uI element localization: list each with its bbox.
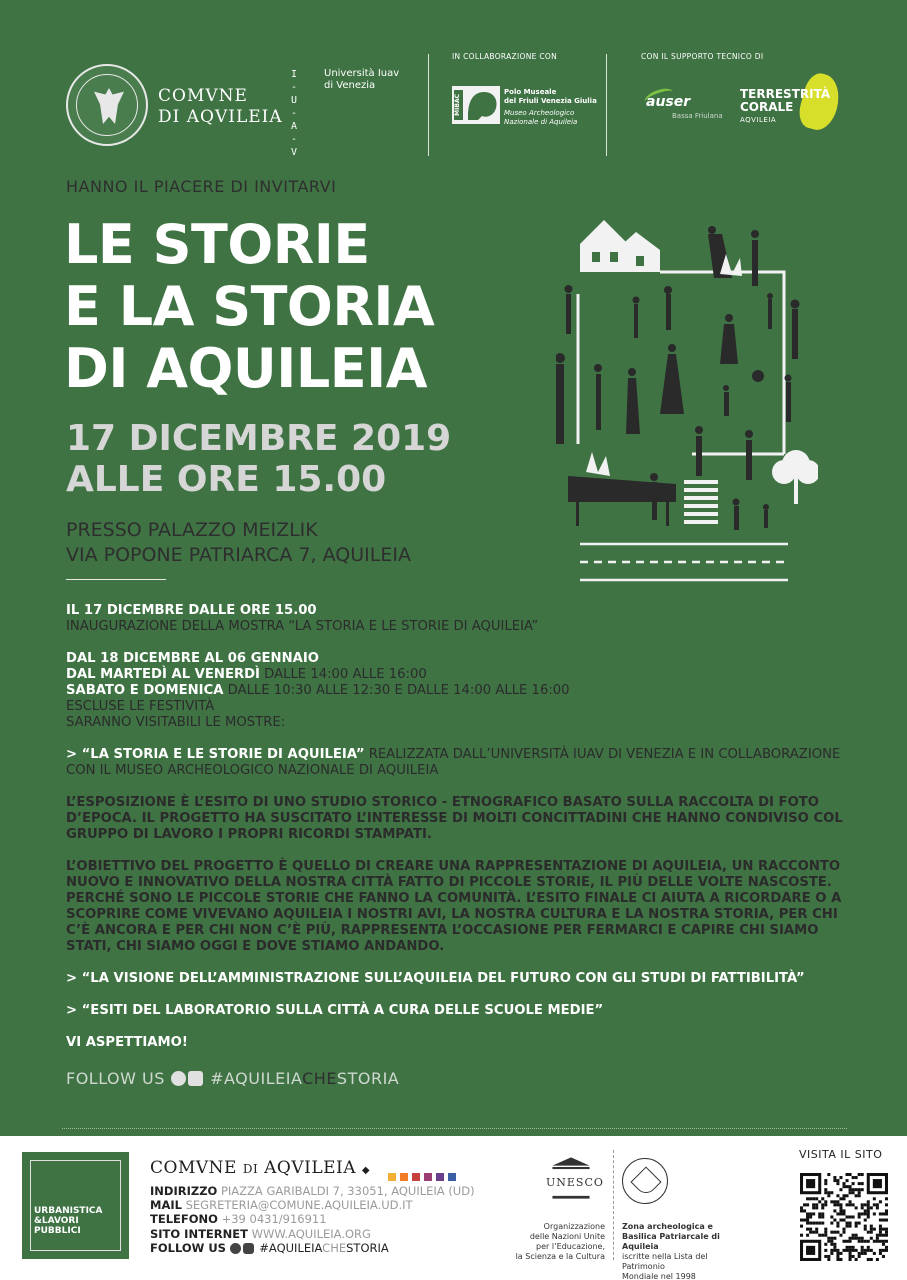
divider [428,54,429,156]
website-value[interactable]: WWW.AQUILEIA.ORG [247,1226,371,1241]
hashtag-part-c: STORIA [336,1069,400,1088]
color-swatch [412,1173,420,1181]
iuav-letter: I [290,69,298,80]
divider [66,579,166,580]
color-swatch [400,1173,408,1181]
whc-line1: Zona archeologica e [622,1222,713,1231]
inauguration-title: IL 17 DICEMBRE DALLE ORE 15.00 [66,603,317,618]
mibac-logo [452,86,500,124]
event-date [66,418,451,500]
iuav-letter: A [290,121,298,132]
mibac-text [504,88,644,126]
facebook-icon[interactable] [171,1071,186,1086]
contact-info [150,1184,475,1255]
urbanistica-text [34,1206,102,1236]
footer-hashtag-c: STORIA [346,1240,389,1255]
mail-label: MAIL [150,1198,182,1213]
invite-line: HANNO IL PIACERE DI INVITARVI [66,177,337,196]
date-line2: ALLE ORE 15.00 [66,459,387,500]
comune-part-a: COMVNE [150,1158,243,1178]
hashtag-part-a: #AQUILEIA [210,1069,303,1088]
color-swatch [388,1173,396,1181]
mail-value[interactable]: SEGRETERIA@COMUNE.AQUILEIA.UD.IT [181,1198,413,1213]
closing-line: VI ASPETTIAMO! [66,1035,188,1050]
exhibition-3-title: > “ESITI DEL LABORATORIO SULLA CITTÀ A CURA DELLE SCUOLE MEDIE” [66,1003,604,1018]
community-illustration [556,214,818,594]
terr-line2: CORALE [740,100,794,114]
terr-sub: AQVILEIA [740,116,777,124]
date-line1: 17 DICEMBRE 2019 [66,418,452,459]
mibac-line4: Nazionale di Aquileia [504,117,578,126]
comune-line2: DI AQVILEIA [158,107,283,127]
iuav-name-line2: di Venezia [324,80,376,91]
iuav-name [324,68,399,92]
road-lines [580,544,788,580]
steps-icon [684,480,718,524]
eagle-icon [94,88,124,124]
footer-follow-label: FOLLOW US [150,1240,226,1255]
address-label: INDIRIZZO [150,1184,218,1198]
unesco-line4: la Scienza e la Cultura [515,1252,605,1261]
place-line1: PRESSO PALAZZO MEIZLIK [66,519,318,541]
website-label: SITO INTERNET [150,1226,248,1241]
follow-us [66,1069,399,1088]
exhibition-1-title: > “LA STORIA E LE STORIE DI AQUILEIA” [66,747,365,762]
comune-line1: COMVNE [158,86,248,106]
color-swatch [424,1173,432,1181]
iuav-letters: I - U - A - V [287,68,301,159]
footer-comune-name: COMVNE DI AQVILEIA ◆ [150,1158,371,1178]
exhibition-1-text: REALIZZATA DALL’UNIVERSITÀ IUAV DI VENEZIA E IN COLLABORAZIONE CON IL MUSEO ARCHEOLOGICO NAZIONALE DI AQUILEIA [66,747,841,778]
comune-logo-text [158,86,283,128]
schedule-exclusion: ESCLUSE LE FESTIVITÀ [66,699,215,714]
urbanistica-logo [22,1152,129,1259]
phone-value[interactable]: +39 0431/916911 [217,1212,327,1227]
tree-icon [772,450,818,504]
comune-part-c: AQVILEIA [258,1158,357,1178]
title-line1: LE STORIE [64,213,370,276]
urb-line3: PUBBLICI [34,1226,81,1236]
houses-icon [580,220,660,272]
visit-site-label: VISITA IL SITO [799,1148,883,1161]
comune-seal-icon [66,64,148,146]
plant-icon [586,254,742,476]
whc-line3: iscritte nella Lista del Patrimonio [622,1252,708,1271]
auser-logo: auser [646,94,691,110]
inauguration-text: INAUGURAZIONE DELLA MOSTRA “LA STORIA E LE STORIE DI AQUILEIA” [66,619,539,634]
mibac-line3: Museo Archeologico [504,109,575,117]
color-swatch [436,1173,444,1181]
color-strip [388,1166,460,1174]
footer-hashtag-a: #AQUILEIA [259,1240,323,1255]
phone-label: TELEFONO [150,1212,218,1227]
header-logos [62,50,847,160]
schedule-title: DAL 18 DICEMBRE AL 06 GENNAIO [66,651,319,666]
divider [613,1150,614,1260]
title-line3: DI AQUILEIA [64,337,428,400]
unesco-line1: Organizzazione [543,1222,605,1231]
divider [62,1128,847,1129]
place-line2: VIA POPONE PATRIARCA 7, AQUILEIA [66,544,411,566]
hashtag[interactable] [210,1069,399,1088]
color-swatch [448,1173,456,1181]
auser-sub: Bassa Friulana [672,112,723,120]
terr-line1: TERRESTRITÀ [740,87,831,101]
schedule-note: SARANNO VISITABILI LE MOSTRE: [66,715,286,730]
hashtag-part-b: CHE [302,1069,337,1088]
schedule-weekend-hours: DALLE 10:30 ALLE 12:30 E DALLE 14:00 ALLE 16:00 [223,683,570,698]
footer-hashtag-b: CHE [322,1240,347,1255]
unesco-text [505,1222,605,1262]
support-label: CON IL SUPPORTO TECNICO DI [641,52,764,61]
iuav-letter: U [290,95,298,106]
schedule-weekdays-hours: DALLE 14:00 ALLE 16:00 [259,667,427,682]
divider [606,54,607,156]
world-heritage-text [622,1222,752,1280]
urb-line2: &LAVORI [34,1216,79,1226]
urb-line1: URBANISTICA [34,1206,103,1216]
mibac-mark: MIBAC [454,94,461,116]
footer [0,1136,907,1280]
exhibition-2-title: > “LA VISIONE DELL’AMMINISTRAZIONE SULL’AQUILEIA DEL FUTURO CON GLI STUDI DI FATTIBILITÀ” [66,971,805,986]
exhibition-description: L’ESPOSIZIONE È L’ESITO DI UNO STUDIO STORICO - ETNOGRAFICO BASATO SULLA RACCOLTA DI FOTO D’EPOCA. IL PROGETTO HA SUSCITATO L’INTERESSE DI MOLTI CONCITTADINI CHE HANNO CONDIVISO COL GRUPPO DI LAVORO I PROPRI RICORDI STAMPATI. [66,795,843,842]
instagram-icon[interactable] [243,1243,254,1254]
whc-line4: Mondiale nel 1998 [622,1272,696,1280]
schedule-weekdays-label: DAL MARTEDÌ AL VENERDÌ [66,667,260,682]
unesco-line2: delle Nazioni Unite [529,1232,605,1241]
title-line2: E LA STORIA [64,275,435,338]
follow-label: FOLLOW US [66,1069,165,1088]
mibac-line2: del Friuli Venezia Giulia [504,96,597,105]
frame-lines [578,272,784,454]
event-details [66,603,856,1051]
event-title [64,214,434,400]
unesco-line3: per l’Educazione, [536,1242,605,1251]
whc-line2: Basilica Patriarcale di Aquileia [622,1232,720,1251]
address-value: PIAZZA GARIBALDI 7, 33051, AQUILEIA (UD) [217,1184,475,1198]
schedule-weekend-label: SABATO E DOMENICA [66,683,224,698]
qr-code-icon[interactable] [800,1172,888,1262]
terrestrita-logo [740,88,830,114]
collab-label: IN COLLABORAZIONE CON [452,52,557,61]
iuav-letter: V [290,147,298,158]
project-goal: L’OBIETTIVO DEL PROGETTO È QUELLO DI CREARE UNA RAPPRESENTAZIONE DI AQUILEIA, UN RACCONTO NUOVO E INNOVATIVO DELLA NOSTRA CITTÀ FATTO DI PICCOLE STORIE, IL PIÙ DELLE VOLTE NASCOSTE. PERCHÉ SONO LE PICCOLE STORIE CHE FANNO LA COMUNITÀ. L’ESITO FINALE CI AIUTA A RICORDARE O A SCOPRIRE COME VIVEVANO AQUILEIA I NOSTRI AVI, LA NOSTRA CULTURA E LA NOSTRA STORIA, PER CHI C’È ANCORA E PER CHI NON C’È PIÙ, RAPPRESENTA L’OCCASIONE PER FERMARCI E CAPIRE CHI SIAMO STATI, CHI SIAMO OGGI E DOVE STIAMO ANDANDO. [66,859,842,954]
iuav-name-line1: Università Iuav [324,68,400,79]
world-heritage-icon [622,1158,668,1204]
facebook-icon[interactable] [230,1243,241,1254]
instagram-icon[interactable] [188,1071,203,1086]
unesco-word: UNESCO [546,1176,604,1189]
mibac-line1: Polo Museale [504,88,557,96]
comune-part-b: DI [242,1162,259,1176]
event-place [66,518,411,568]
